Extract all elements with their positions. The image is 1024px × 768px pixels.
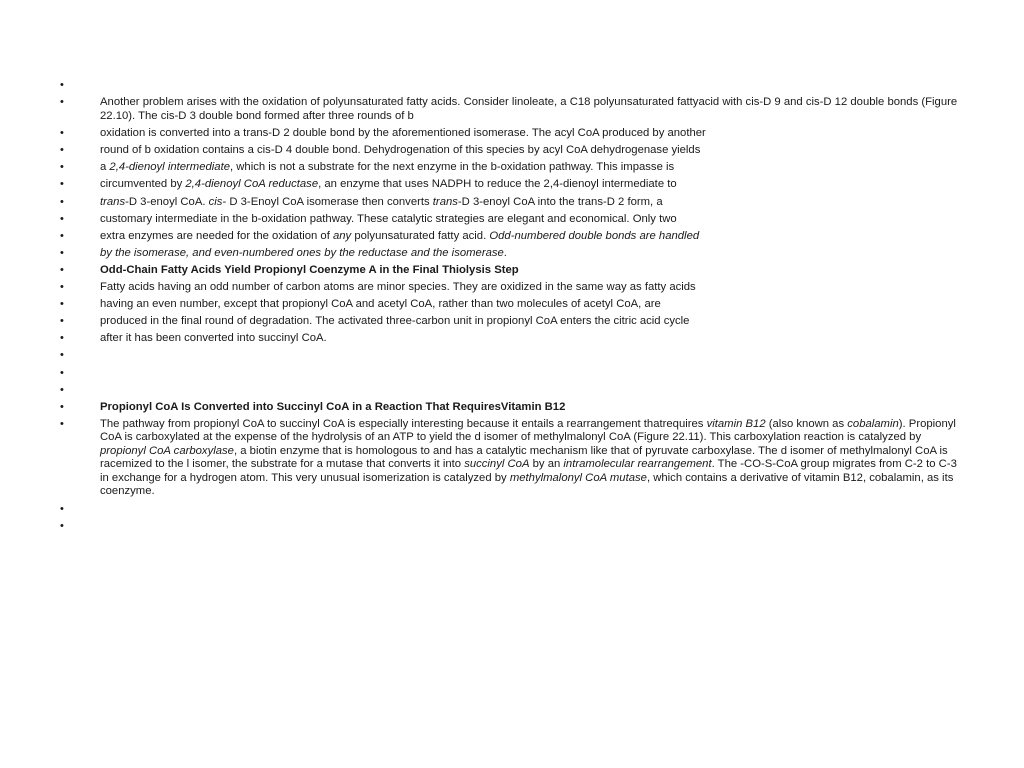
empty-bullet-item [60, 367, 965, 380]
italic-text: methylmalonyl CoA mutase [509, 471, 647, 484]
bullet-text [100, 332, 965, 345]
text-segment: after it has been converted into succinyl CoA. [100, 332, 327, 345]
italic-text: 2,4-dienoyl intermediate [109, 161, 230, 174]
bullet-marker: • [60, 229, 64, 242]
italic-text: cis [208, 195, 223, 208]
italic-text: trans [100, 195, 126, 208]
bullet-item [60, 281, 965, 294]
bullet-marker: • [60, 195, 64, 208]
bullet-text [100, 281, 965, 294]
bullet-item [60, 161, 965, 174]
bullet-text [100, 298, 965, 311]
bullet-text [100, 418, 965, 499]
bullet-marker: • [60, 79, 64, 91]
italic-text: 2,4-dienoyl CoA reductase [185, 178, 319, 191]
italic-text: intramolecular rearrangement [563, 458, 712, 471]
bullet-text [100, 178, 965, 191]
italic-text: vitamin B12 [706, 417, 766, 430]
italic-text: by the isomerase, and even-numbered ones by the reductase and the isomerase [100, 246, 504, 259]
text-segment: . The -CO-S-CoA group migrates from C-2 to C-3 in exchange for a hydrogen atom. This very unusual isomerization is catalyzed by [100, 458, 957, 484]
bullet-item [60, 264, 965, 277]
empty-bullet-item [60, 520, 965, 533]
text-segment: Fatty acids having an odd number of carbon atoms are minor species. They are oxidized in the same way as fatty acids [100, 281, 696, 294]
italic-text: Odd-numbered double bonds are handled [489, 229, 700, 242]
bullet-marker: • [60, 246, 64, 259]
bullet-item [60, 196, 965, 209]
italic-text: cobalamin [847, 417, 899, 430]
text-segment: by an [529, 458, 564, 471]
text-segment: , an enzyme that uses NADPH to reduce the 2,4-dienoyl intermediate to [318, 178, 677, 191]
italic-text: trans [432, 195, 458, 208]
italic-text: succinyl CoA [464, 458, 530, 471]
bullet-list [60, 79, 965, 537]
bullet-item [60, 247, 965, 260]
bullet-item [60, 213, 965, 226]
bullet-text [100, 401, 965, 414]
bullet-text [100, 127, 965, 140]
bullet-marker: • [60, 161, 64, 174]
bullet-marker: • [60, 96, 64, 109]
bullet-marker: • [60, 349, 64, 362]
text-segment: ). Propionyl CoA is carboxylated at the expense of the hydrolysis of an ATP to yield the d isomer of methylmalonyl CoA (Figure 22.11). This carboxylation reaction is catalyzed by [100, 417, 956, 444]
bullet-marker: • [60, 417, 64, 430]
bold-heading-text: Odd-Chain Fatty Acids Yield Propionyl Coenzyme A in the Final Thiolysis Step [100, 263, 519, 276]
bullet-text [100, 230, 965, 243]
bullet-text [100, 213, 965, 226]
italic-text: any [332, 229, 352, 242]
empty-bullet-item [60, 349, 965, 362]
bullet-item [60, 315, 965, 328]
text-segment: produced in the final round of degradation. The activated three-carbon unit in propionyl CoA enters the citric acid cycle [100, 315, 690, 328]
text-segment: customary intermediate in the b-oxidation pathway. These catalytic strategies are elegant and economical. Only two [100, 212, 677, 225]
text-segment: circumvented by [100, 178, 186, 191]
text-segment: Another problem arises with the oxidation of polyunsaturated fatty acids. Consider linoleate, a C18 polyunsaturated fattyacid with cis-D 9 and cis-D 12 double bonds (Figure 22.10). The cis-D 3 double bond formed after three rounds of b [100, 96, 958, 122]
empty-bullet-item [60, 384, 965, 397]
text-segment: -D 3-enoyl CoA into the trans-D 2 form, a [457, 195, 663, 208]
bullet-item [60, 401, 965, 414]
bullet-item [60, 96, 965, 123]
text-segment: having an even number, except that propionyl CoA and acetyl CoA, rather than two molecules of acetyl CoA, are [100, 298, 661, 311]
bullet-item [60, 332, 965, 345]
bullet-text [100, 315, 965, 328]
bullet-text [100, 264, 965, 277]
text-segment: -D 3-enoyl CoA. [125, 195, 209, 208]
text-segment: . [503, 246, 507, 259]
text-segment: , which contains a derivative of vitamin B12, cobalamin, as its coenzyme. [100, 471, 954, 498]
bullet-item [60, 418, 965, 499]
bullet-item [60, 230, 965, 243]
bullet-item [60, 144, 965, 157]
bullet-marker: • [60, 383, 64, 396]
bullet-text [100, 144, 965, 157]
bullet-marker: • [60, 502, 64, 515]
bullet-marker: • [60, 212, 64, 225]
text-segment: polyunsaturated fatty acid. [351, 229, 490, 242]
bullet-text [100, 96, 965, 123]
bullet-marker: • [60, 332, 64, 345]
bullet-item [60, 178, 965, 191]
bullet-marker: • [60, 144, 64, 157]
bullet-marker: • [60, 519, 64, 532]
text-segment: The pathway from propionyl CoA to succinyl CoA is especially interesting because it entails a rearrangement thatrequires [100, 417, 707, 430]
bold-heading-text: Propionyl CoA Is Converted into Succinyl CoA in a Reaction That RequiresVitamin B12 [100, 400, 566, 413]
text-segment: a [100, 161, 110, 174]
text-segment: extra enzymes are needed for the oxidation of [100, 229, 333, 242]
text-segment: (also known as [765, 417, 848, 430]
bullet-marker: • [60, 366, 64, 379]
text-segment: oxidation is converted into a trans-D 2 double bond by the aforementioned isomerase. The acyl CoA produced by another [100, 127, 706, 140]
bullet-text [100, 196, 965, 209]
bullet-item [60, 298, 965, 311]
bullet-text [100, 161, 965, 174]
bullet-marker: • [60, 127, 64, 140]
text-segment: , a biotin enzyme that is homologous to and has a catalytic mechanism like that of pyruvate carboxylase. The d isomer of methylmalonyl CoA is racemized to the l isomer, the substrate for a mutase that converts it into [100, 444, 948, 471]
bullet-marker: • [60, 281, 64, 294]
italic-text: propionyl CoA carboxylase [100, 444, 234, 457]
text-segment: - D 3-Enoyl CoA isomerase then converts [222, 195, 433, 208]
text-segment: round of b oxidation contains a cis-D 4 double bond. Dehydrogenation of this species by acyl CoA dehydrogenase yields [100, 144, 701, 157]
text-segment: , which is not a substrate for the next enzyme in the b-oxidation pathway. This impasse is [230, 161, 675, 174]
bullet-item [60, 127, 965, 140]
empty-bullet-item [60, 79, 965, 92]
bullet-marker: • [60, 315, 64, 328]
bullet-marker: • [60, 263, 64, 276]
bullet-marker: • [60, 298, 64, 311]
bullet-text [100, 247, 965, 260]
bullet-marker: • [60, 400, 64, 413]
empty-bullet-item [60, 503, 965, 516]
bullet-marker: • [60, 178, 64, 191]
